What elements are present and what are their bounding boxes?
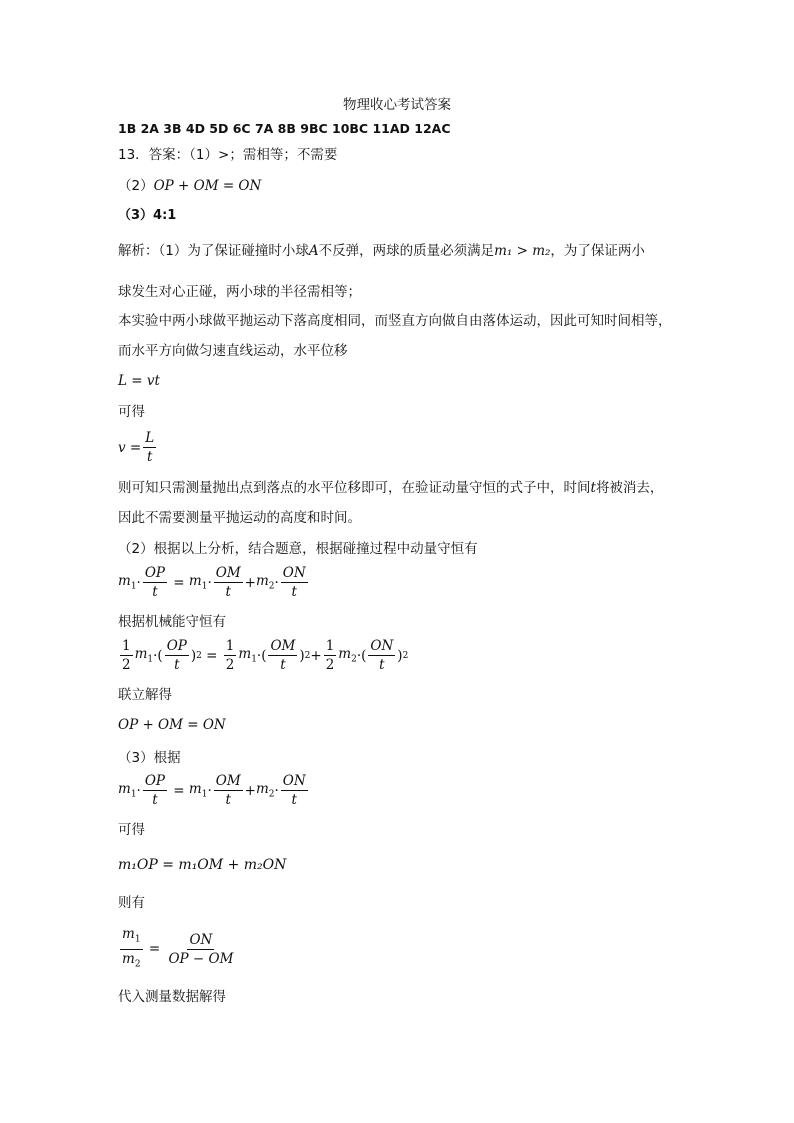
equation-v — [118, 430, 158, 465]
part2-equation: OP + OM = ON — [153, 178, 262, 194]
part2-prefix: （2） — [118, 178, 154, 194]
equation-L-vt: L = vt — [118, 373, 160, 389]
mass-equation: m₁OP = m₁OM + m₂ON — [118, 857, 287, 873]
momentum-equation-2: $m_1$ · $\frac{OP}{t}$ = $m_1$ · $\frac{OM}{t}$ + $m_2$ · $\frac{ON}{t}$ — [118, 773, 306, 808]
p3-text-a: 则可知只需测量抛出点到落点的水平位移即可，在验证动量守恒的式子中，时间 — [118, 480, 591, 496]
p1-text-b: 不反弹，两球的质量必须满足 — [318, 243, 495, 259]
final-label: 代入测量数据解得 — [118, 989, 226, 1005]
analysis-p5: （3）根据 — [118, 750, 181, 766]
analysis-p1-line2: 球发生对心正碰，两小球的半径需相等； — [118, 284, 361, 300]
ratio-equation: $\frac{m_1}{m_2}$ = $\frac{ON}{OP - OM}$ — [122, 926, 234, 970]
q13-part2 — [118, 177, 261, 195]
answer-key: 1B 2A 3B 4D 5D 6C 7A 8B 9BC 10BC 11AD 12AC — [118, 121, 451, 136]
analysis-p1-line1 — [118, 242, 645, 260]
p3-text-b: 将被消去， — [595, 480, 664, 496]
analysis-p3-line1 — [118, 479, 663, 497]
result-equation: OP + OM = ON — [118, 717, 226, 733]
page-title: 物理收心考试答案 — [343, 97, 451, 113]
q13-answer: 13．答案：（1）>；需相等；不需要 — [118, 147, 338, 163]
energy-equation: $\frac{1}{2}$ $m_1$ ·( $\frac{OP}{t}$ ) 2 = $\frac{1}{2}$ $m_1$ ·( $\frac{OM}{t}$ ) 2 + $\frac{1}{2}$ $m_2$ ·( $\frac{ON}{t}$ ) 2 — [122, 638, 409, 673]
p1-text-a: 解析：（1）为了保证碰撞时小球 — [118, 243, 309, 259]
p1-ball-A: A — [308, 243, 319, 259]
v-num: L — [145, 430, 155, 446]
analysis-p3-line2: 因此不需要测量平抛运动的高度和时间。 — [118, 510, 361, 526]
analysis-p4: （2）根据以上分析，结合题意，根据碰撞过程中动量守恒有 — [118, 541, 478, 557]
v-den: t — [147, 449, 153, 465]
lianli-label: 联立解得 — [118, 687, 172, 703]
p3-t: t — [590, 480, 596, 496]
v-lhs: v = — [118, 439, 142, 456]
analysis-p2-line2: 而水平方向做匀速直线运动，水平位移 — [118, 343, 348, 359]
momentum-equation: $m_1$ · $\frac{OP}{t}$ = $m_1$ · $\frac{OM}{t}$ + $m_2$ · $\frac{ON}{t}$ — [118, 565, 306, 600]
energy-label: 根据机械能守恒有 — [118, 614, 226, 630]
kede-1: 可得 — [118, 404, 145, 420]
q13-part3: （3）4:1 — [118, 208, 177, 223]
p1-text-c: ，为了保证两小 — [550, 243, 645, 259]
kede-2: 可得 — [118, 822, 145, 838]
v-fraction — [143, 430, 156, 465]
zeyou-label: 则有 — [118, 895, 145, 911]
analysis-p2-line1: 本实验中两小球做平抛运动下落高度相同，而竖直方向做自由落体运动，因此可知时间相等， — [118, 313, 672, 329]
p1-mass-condition: m₁ > m₂ — [494, 243, 551, 259]
